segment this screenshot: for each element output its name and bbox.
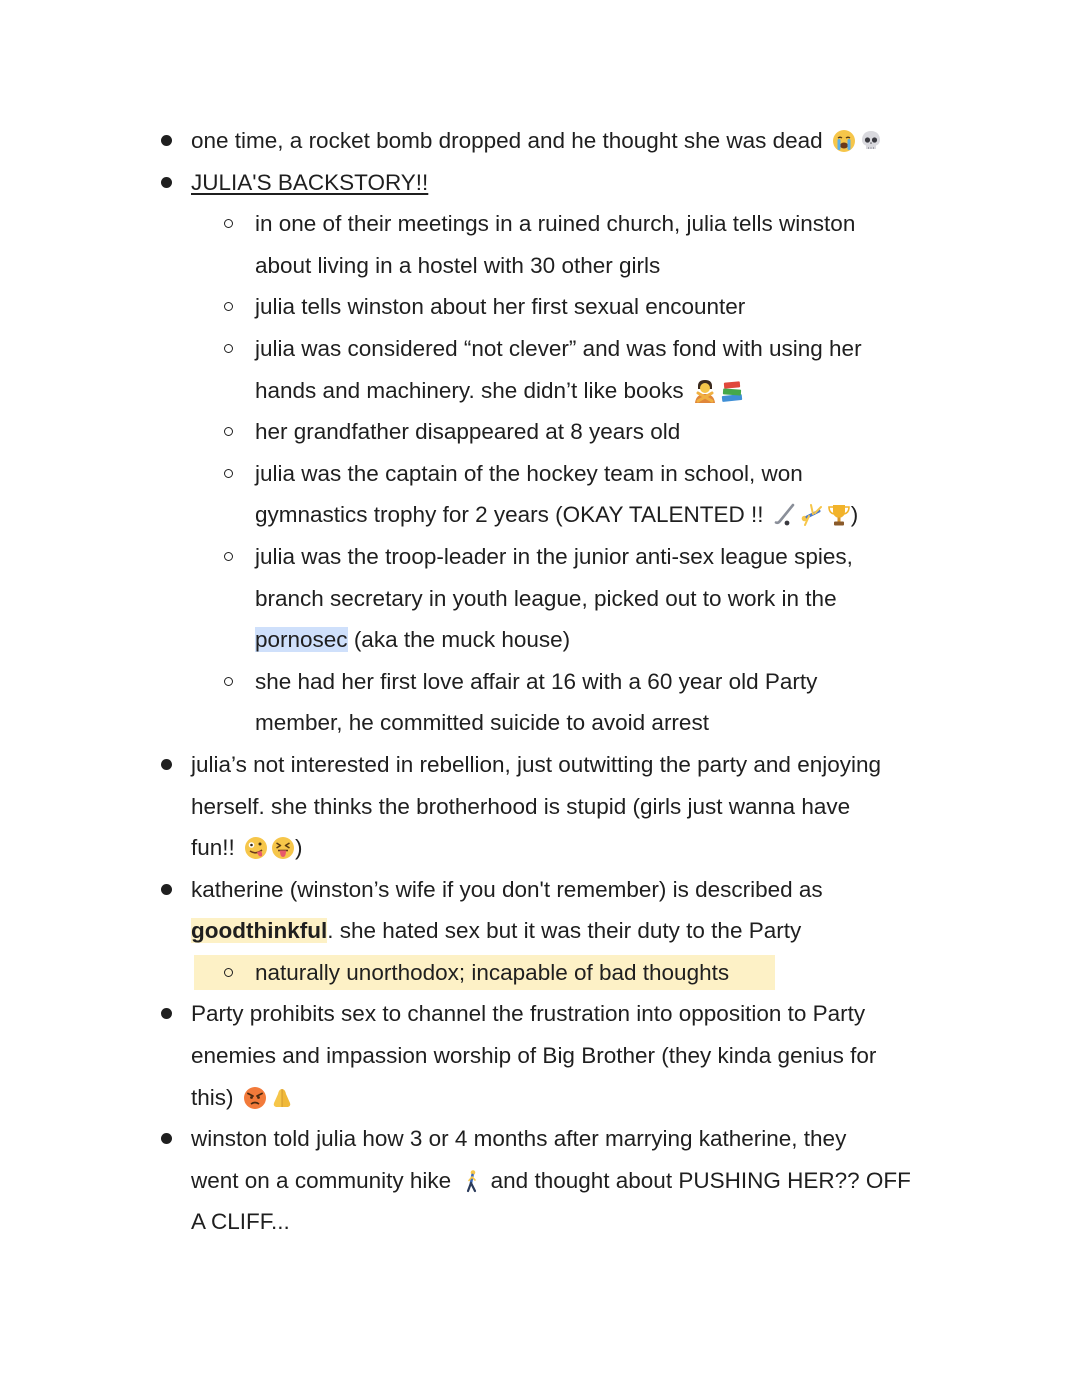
bullet-community-hike-cont[interactable]: went on a community hike and thought about PUSHING HER?? OFF [191,1167,911,1193]
bullet-ring [224,469,233,478]
folded-hands-icon [270,1086,294,1110]
bullet-community-hike[interactable]: winston told julia how 3 or 4 months after marrying katherine, they [0,1118,1080,1160]
person-walking-icon [460,1169,484,1193]
skull-icon [859,129,883,153]
books-icon [720,379,744,403]
bullet-ring [224,552,233,561]
sub-bullet-love-affair-cont[interactable]: member, he committed suicide to avoid arrest [255,710,709,736]
crying-face-icon [832,129,856,153]
bullet-ring [224,219,233,228]
bullet-rebellion-cont2[interactable]: fun!! ) [191,835,303,861]
hockey-stick-icon [773,503,797,527]
sub-bullet-love-affair[interactable]: she had her first love affair at 16 with a 60 year old Party [0,661,1080,703]
sub-bullet-first-encounter[interactable]: julia tells winston about her first sexual encounter [0,286,1080,328]
bullet-ring [224,302,233,311]
bullet-rocket-bomb[interactable] [0,120,1080,162]
bullet-text: one time, a rocket bomb dropped and he thought she was dead [191,128,823,153]
trophy-icon [827,503,851,527]
bullet-dot [161,1008,172,1019]
bullet-dot [161,1133,172,1144]
bullet-ring [224,427,233,436]
sub-bullet-hostel-cont[interactable]: about living in a hostel with 30 other girls [255,252,661,278]
highlighted-term: goodthinkful [191,918,328,944]
squinting-tongue-face-icon [271,836,295,860]
bullet-ring [224,968,233,977]
bullet-dot [161,884,172,895]
bullet-katherine[interactable]: katherine (winston’s wife if you don't remember) is described as [0,869,1080,911]
bullet-ring [224,677,233,686]
bullet-dot [161,177,172,188]
angry-face-icon [243,1086,267,1110]
sub-bullet-troop-leader-cont2[interactable]: pornosec (aka the muck house) [255,627,571,653]
bullet-party-prohibits[interactable]: Party prohibits sex to channel the frustration into opposition to Party [0,993,1080,1035]
zany-face-icon [244,836,268,860]
bullet-party-prohibits-cont[interactable]: enemies and impassion worship of Big Brother (they kinda genius for [191,1043,877,1069]
bullet-ring [224,344,233,353]
sub-bullet-not-clever[interactable]: julia was considered “not clever” and was fond with using her [0,328,1080,370]
bullet-party-prohibits-cont2[interactable]: this) [0,1077,1080,1119]
bullet-rebellion[interactable]: julia’s not interested in rebellion, just outwitting the party and enjoying [0,744,1080,786]
bullet-rebellion-cont[interactable]: herself. she thinks the brotherhood is stupid (girls just wanna have [191,793,851,819]
bullet-dot [161,135,172,146]
sub-bullet-unorthodox[interactable]: naturally unorthodox; incapable of bad thoughts [0,952,1080,994]
bullet-julias-backstory[interactable] [0,162,1080,204]
person-gesturing-no-icon [693,379,717,403]
sub-bullet-troop-leader[interactable]: julia was the troop-leader in the junior anti-sex league spies, [0,536,1080,578]
bullet-community-hike-cont2[interactable]: A CLIFF... [191,1209,290,1235]
sub-bullet-hockey[interactable]: julia was the captain of the hockey team in school, won [0,453,1080,495]
sub-bullet-not-clever-cont[interactable]: hands and machinery. she didn’t like books [0,370,1080,412]
gymnast-icon [800,503,824,527]
sub-bullet-hockey-cont[interactable]: gymnastics trophy for 2 years (OKAY TALENTED !! ) [255,502,859,528]
sub-bullet-troop-leader-cont[interactable]: branch secretary in youth league, picked out to work in the [255,585,837,611]
section-heading: JULIA'S BACKSTORY!! [191,169,429,195]
selected-text[interactable]: pornosec [255,627,348,653]
bullet-katherine-cont[interactable]: goodthinkful. she hated sex but it was their duty to the Party [191,918,802,944]
sub-bullet-grandfather[interactable]: her grandfather disappeared at 8 years old [0,411,1080,453]
sub-bullet-hostel[interactable]: in one of their meetings in a ruined church, julia tells winston [0,203,1080,245]
bullet-dot [161,759,172,770]
document-body [0,120,1080,1243]
